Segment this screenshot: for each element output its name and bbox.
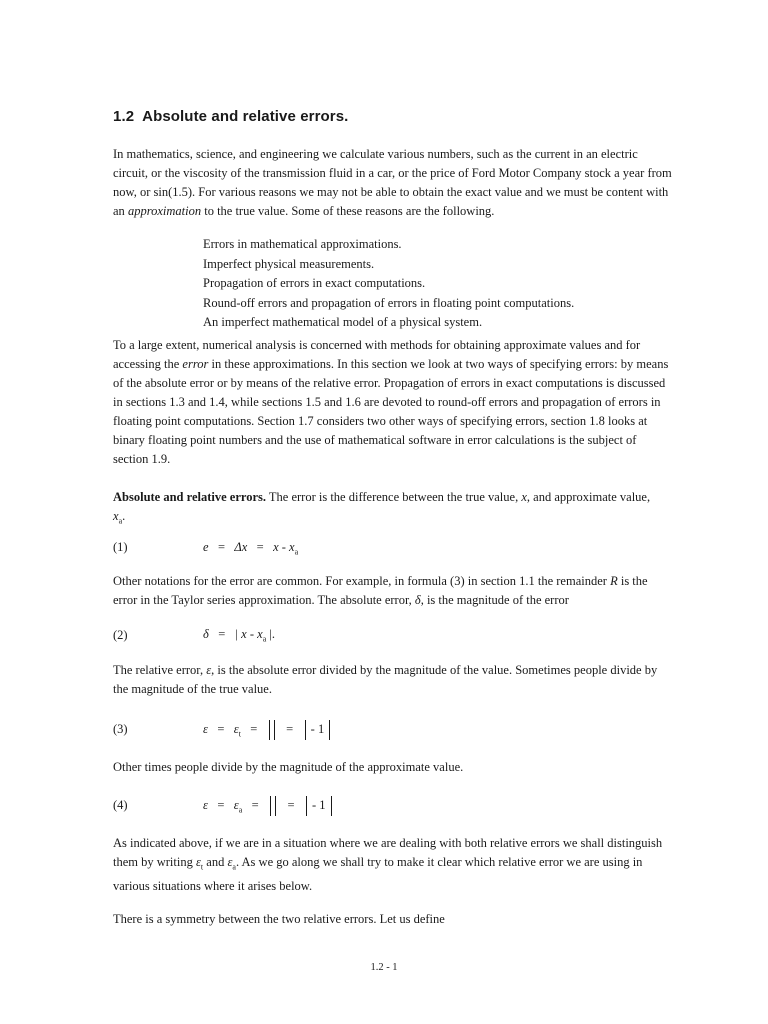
definition-text-mid: , and approximate value, [526, 490, 651, 504]
var-eps-t: ε [195, 855, 201, 869]
section-title: Absolute and relative errors. [142, 108, 349, 125]
relative-error-paragraph [113, 661, 673, 699]
intro-paragraph [113, 145, 673, 221]
abs-bar [306, 796, 307, 816]
symmetry-paragraph: There is a symmetry between the two relative errors. Let us define [113, 912, 445, 926]
equation-3-label: (3) [113, 722, 128, 736]
notation-text-end: , is the magnitude of the error [420, 593, 569, 607]
var-x: x [521, 490, 527, 504]
relerr-text-end: , is the absolute error divided by the magnitude of the value. Sometimes people divide by the magnitude of the true value. [113, 663, 658, 696]
reasons-list [203, 235, 574, 333]
eq3-mid-sub: t [238, 729, 241, 739]
reason-item: An imperfect mathematical model of a physical system. [203, 315, 483, 329]
abs-bar [331, 796, 332, 816]
eq1-delta: Δx [234, 540, 248, 554]
eq3-equals-3: = [286, 721, 294, 736]
reason-item: Propagation of errors in exact computations. [203, 276, 426, 290]
var-eps-t-sub: t [200, 862, 204, 872]
eq3-lhs: ε [203, 721, 208, 736]
eq4-equals-3: = [287, 797, 295, 812]
abs-bar [305, 720, 306, 740]
distinguish-text-end: . As we go along we shall try to make it clear which relative error we are using in various situations where it arises below. [113, 855, 643, 893]
eq1-equals: = [217, 540, 225, 554]
para2-emphasis: error [182, 357, 209, 371]
var-r: R [610, 574, 618, 588]
var-xa-sub: a [118, 516, 123, 526]
reason-item: Imperfect physical measurements. [203, 256, 375, 271]
eq2-rhs: | x - x [234, 627, 263, 641]
notation-text-mid: is the error in the Taylor series approximation. The absolute error, [113, 574, 648, 607]
eq4-lhs: ε [203, 797, 208, 812]
intro-text-end: to the true value. Some of these reasons are the following. [201, 204, 495, 218]
intro-emphasis: approximation [127, 204, 202, 218]
abs-bar [269, 720, 270, 740]
eq3-tail: - 1 [310, 721, 325, 736]
relerr-text: The relative error, [113, 663, 207, 677]
approx-value-paragraph: Other times people divide by the magnitude of the approximate value. [113, 760, 464, 774]
var-eps-a-sub: a [232, 862, 236, 872]
abs-bar [274, 720, 275, 740]
definition-end: . [122, 509, 126, 523]
var-eps-a: ε [227, 855, 233, 869]
eq2-equals: = [218, 627, 226, 641]
var-xa: x [113, 509, 119, 523]
page-number: 1.2 - 1 [370, 962, 398, 973]
var-epsilon: ε [206, 663, 212, 677]
eq4-tail: - 1 [312, 797, 326, 812]
eq4-mid-sub: a [238, 805, 243, 815]
eq2-rhs-sub: a [262, 634, 267, 644]
distinguish-paragraph [113, 834, 673, 896]
reason-item: Round-off errors and propagation of errors in floating point computations. [203, 295, 575, 310]
equation-3 [203, 720, 332, 740]
eq3-equals-2: = [250, 721, 258, 736]
eq4-equals-2: = [251, 797, 259, 812]
para2-text-end: in these approximations. In this section we look at two ways of specifying errors: by means of the absolute error or by means of the relative error. Propagation of errors in exact computations is discussed in sections 1.3 and 1.4, while sections 1.5 and 1.6 are devoted to round-off errors and propagation of errors in floating point computations. Section 1.7 considers two other ways of specifying errors, section 1.8 looks at binary floating point numbers and the use of mathematical software in error calculations is the subject of section 1.9. [113, 357, 669, 466]
equation-4-label: (4) [113, 798, 128, 812]
reason-item: Errors in mathematical approximations. [203, 237, 402, 251]
abs-bar [275, 796, 276, 816]
eq4-equals: = [217, 797, 225, 812]
abs-bar [270, 796, 271, 816]
equation-1-label: (1) [113, 540, 128, 554]
definition-text: The error is the difference between the true value, [266, 490, 522, 504]
section-number: 1.2 [113, 108, 135, 125]
intro-text: In mathematics, science, and engineering we calculate various numbers, such as the current in an electric circuit, or the viscosity of the transmission fluid in a car, or the price of Ford Motor Company stock a year from now, or sin(1.5). For various reasons we may not be able to obtain the exact value and we must be content with an [113, 147, 672, 218]
eq3-equals: = [217, 721, 225, 736]
eq2-lhs: δ [203, 627, 209, 641]
definition-bold-lead: Absolute and relative errors. [113, 490, 266, 504]
eq1-rhs-sub: a [294, 547, 299, 557]
eq1-lhs: e [203, 540, 209, 554]
numerical-analysis-paragraph [113, 336, 673, 469]
equation-1 [203, 540, 298, 557]
equation-2 [203, 627, 275, 644]
equation-4 [203, 796, 334, 816]
notation-text: Other notations for the error are common. For example, in formula (3) in section 1.1 the remainder [113, 574, 611, 588]
distinguish-and: and [203, 855, 228, 869]
eq1-rhs: x - x [273, 540, 295, 554]
abs-bar [329, 720, 330, 740]
definition-paragraph [113, 488, 673, 531]
var-delta: δ [414, 593, 421, 607]
para2-text: To a large extent, numerical analysis is concerned with methods for obtaining approximate values and for accessing the [113, 338, 641, 371]
equation-2-label: (2) [113, 628, 128, 642]
eq3-mid: ε [233, 721, 239, 736]
eq1-equals-2: = [256, 540, 264, 554]
section-heading [113, 108, 348, 125]
distinguish-text: As indicated above, if we are in a situation where we are dealing with both relative errors we shall distinguish them by writing [113, 836, 663, 869]
eq4-mid: ε [233, 797, 239, 812]
notation-paragraph [113, 572, 673, 610]
eq2-rhs-end: |. [266, 627, 276, 641]
